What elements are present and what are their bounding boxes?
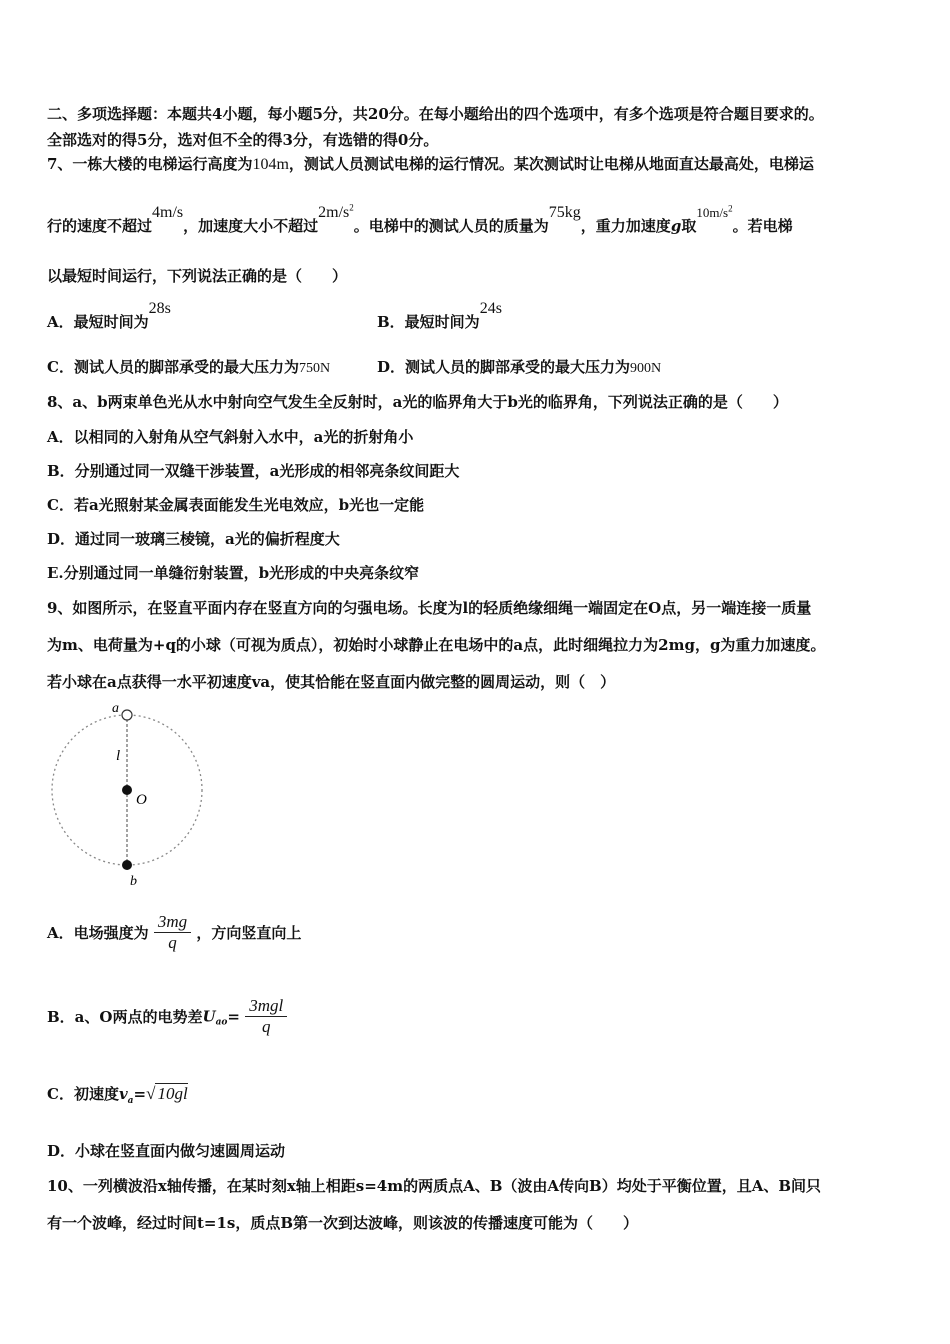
q9-stem-line3: 若小球在a点获得一水平初速度va，使其恰能在竖直面内做完整的圆周运动，则（ ） [47, 673, 616, 691]
q7-option-b: B．最短时间为24s [377, 300, 502, 331]
circle-motion-diagram [45, 700, 215, 895]
q7-text: 取 [681, 217, 697, 235]
q7-option-c: C．测试人员的脚部承受的最大压力为750N [47, 358, 331, 376]
q8-option-c: C．若a光照射某金属表面能发生光电效应，b光也一定能 [47, 496, 425, 514]
q7-text: 。若电梯 [732, 217, 793, 235]
q9-option-c: C．初速度$v_a=√$ 10gl [47, 1084, 188, 1106]
point-o [122, 785, 132, 795]
point-b [122, 860, 132, 870]
section-header-line1: 二、多项选择题：本题共4小题，每小题5分，共20分。在每小题给出的四个选项中，有多个选项是符合题目要求的。 [47, 105, 824, 123]
q7-mass-value: 75kg [548, 204, 581, 221]
q7-option-a: A．最短时间为28s [47, 300, 171, 331]
q7-speed-value: 4m/s [152, 204, 184, 221]
q9-option-a: A．电场强度为 $\frac{3mg}{q}$ ，方向竖直向上 [47, 912, 302, 952]
q8-option-a: A．以相同的入射角从空气斜射入水中，a光的折射角小 [47, 428, 414, 446]
label-b: b [130, 874, 137, 889]
q7-text: 。电梯中的测试人员的质量为 [353, 217, 549, 235]
q7-stem-line2 [47, 202, 793, 236]
q7-stem-line1 [47, 153, 814, 174]
sqrt-10gl: √ 10gl [146, 1084, 188, 1103]
section-header-line2: 全部选对的得5分，选对但不全的得3分，有选错的得0分。 [47, 131, 439, 149]
label-o: O [136, 792, 147, 808]
q7-text: ，测试人员测试电梯的运行情况。某次测试时让电梯从地面直达最高处，电梯运 [288, 155, 814, 173]
q7-g-value: $10m/s^2$ [696, 203, 733, 220]
q10-stem-line1: 10、一列横波沿x轴传播，在某时刻x轴上相距s=4m的两质点A、B（波由A传向B）均处于平衡位置，且A、B间只 [47, 1177, 822, 1195]
q7-height-value: 104m [252, 156, 289, 173]
q8-stem: 8、a、b两束单色光从水中射向空气发生全反射时，a光的临界角大于b光的临界角，下列说法正确的是（ ） [47, 393, 788, 411]
q8-option-d: D．通过同一玻璃三棱镜，a光的偏折程度大 [47, 530, 340, 548]
q7-text: ，重力加速度 [580, 217, 671, 235]
q8-option-e: E.分别通过同一单缝衍射装置，b光形成的中央亮条纹窄 [47, 564, 420, 582]
q7-text: 行的速度不超过 [47, 217, 153, 235]
q9-stem-line2: 为m、电荷量为+q的小球（可视为质点），初始时小球静止在电场中的a点，此时细绳拉力为2mg，g为重力加速度。 [47, 636, 826, 654]
q9-option-d: D．小球在竖直面内做匀速圆周运动 [47, 1142, 286, 1160]
q10-stem-line2: 有一个波峰，经过时间t=1s，质点B第一次到达波峰，则该波的传播速度可能为（ ） [47, 1214, 639, 1232]
q9-stem-line1: 9、如图所示，在竖直平面内存在竖直方向的匀强电场。长度为l的轻质绝缘细绳一端固定在O点，另一端连接一质量 [47, 599, 812, 617]
q7-option-d: D．测试人员的脚部承受的最大压力为900N [377, 358, 662, 376]
q7-accel-value: $2m/s^2$ [318, 202, 354, 221]
q7-stem-line3: 以最短时间运行，下列说法正确的是（ ） [47, 267, 348, 285]
label-a: a [112, 701, 119, 716]
q7-text: 7、一栋大楼的电梯运行高度为 [47, 155, 253, 173]
q7-text: ，加速度大小不超过 [183, 217, 319, 235]
label-l: l [116, 748, 121, 764]
fraction-3mg-over-q: $\frac{3mg}{q}$ [154, 912, 191, 953]
q9-option-b: B．a、O两点的电势差$U_{ao}=$ $\frac{\text{3mgl}}{q}$ [47, 996, 287, 1037]
point-a-ball [122, 710, 132, 720]
q7-g-symbol: g [670, 217, 682, 235]
fraction-3mgl-over-q: $\frac{\text{3mgl}}{q}$ [245, 996, 287, 1037]
q8-option-b: B．分别通过同一双缝干涉装置，a光形成的相邻亮条纹间距大 [47, 462, 460, 480]
